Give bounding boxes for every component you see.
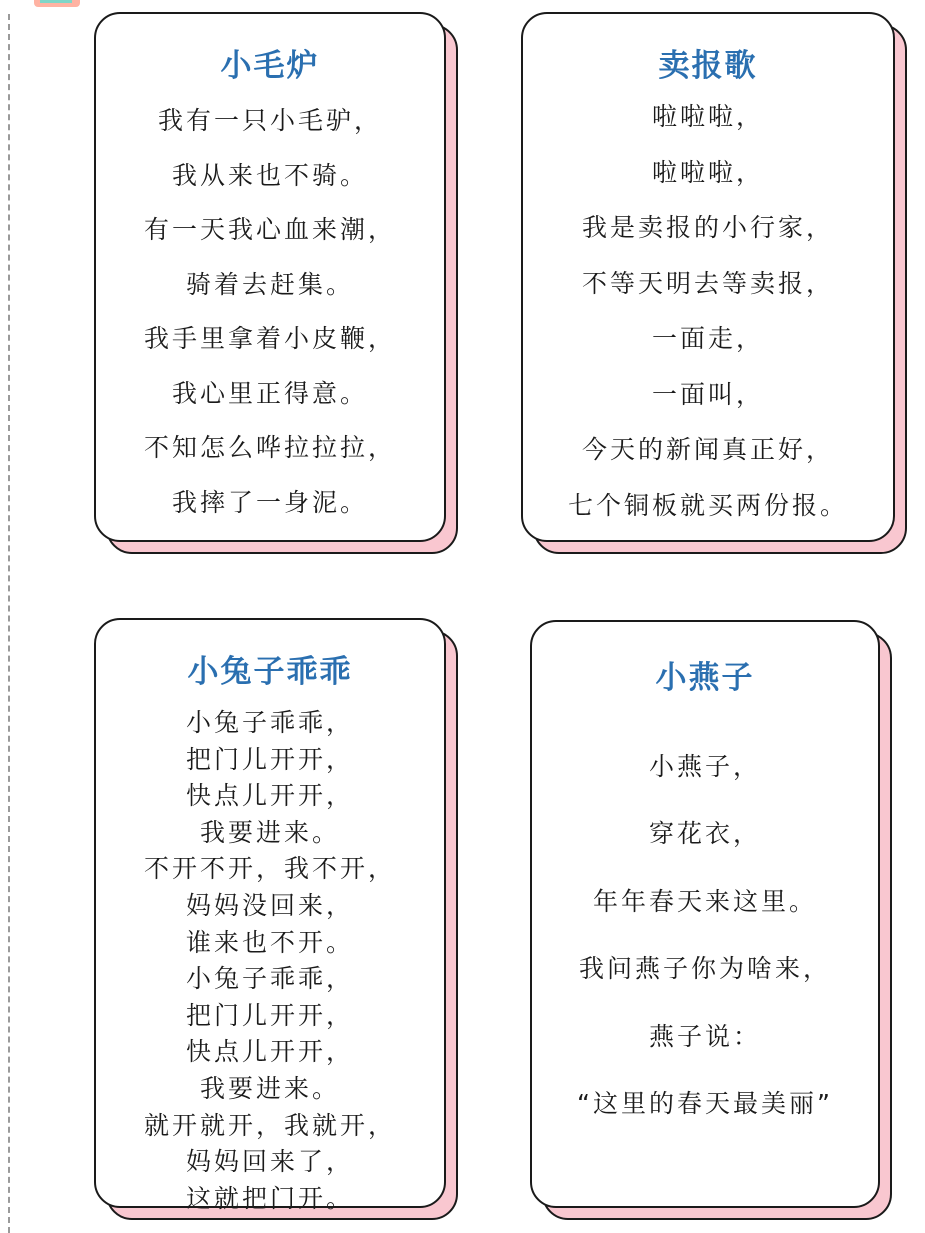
poem-line: 穿花衣， bbox=[648, 819, 761, 849]
poem-line: 妈妈没回来， bbox=[185, 890, 354, 920]
poem-card-little-rabbit bbox=[94, 618, 446, 1213]
poem-title: 小兔子乖乖 bbox=[187, 654, 353, 690]
poem-line: 我手里拿着小皮鞭， bbox=[143, 324, 396, 353]
poem-line: 小兔子乖乖， bbox=[185, 708, 354, 737]
poem-line: 啦啦啦， bbox=[651, 157, 764, 187]
poem-line: 小燕子， bbox=[648, 752, 761, 781]
poem-line: 骑着去赶集。 bbox=[185, 269, 354, 299]
poem-title: 小燕子 bbox=[655, 660, 755, 696]
card-body bbox=[94, 12, 446, 542]
poem-title: 小毛炉 bbox=[220, 48, 320, 84]
poem-lines bbox=[96, 705, 444, 1217]
poem-title: 卖报歌 bbox=[658, 48, 758, 84]
poem-line: 就开就开，我就开， bbox=[143, 1110, 396, 1140]
poem-line: 我要进来。 bbox=[199, 1073, 340, 1103]
poem-line: 七个铜板就买两份报。 bbox=[567, 490, 848, 520]
poem-line: 小兔子乖乖， bbox=[185, 964, 354, 994]
card-body bbox=[94, 618, 446, 1213]
poem-card-newspaper-song bbox=[521, 12, 895, 542]
poem-lines bbox=[523, 89, 893, 533]
poem-lines bbox=[96, 94, 444, 530]
poem-line: 快点儿开开， bbox=[185, 1037, 354, 1067]
corner-decoration bbox=[34, 0, 80, 7]
poem-line: 今天的新闻真正好， bbox=[581, 435, 834, 464]
poem-card-little-donkey bbox=[94, 12, 446, 542]
poem-line: 把门儿开开， bbox=[185, 1000, 354, 1030]
poem-line: “这里的春天最美丽” bbox=[577, 1088, 833, 1118]
poem-line: 我摔了一身泥。 bbox=[171, 487, 368, 517]
poem-line: 年年春天来这里。 bbox=[592, 886, 817, 916]
poem-line: 快点儿开开， bbox=[185, 781, 354, 811]
poem-line: 我问燕子你为啥来， bbox=[578, 954, 831, 984]
dashed-divider bbox=[8, 14, 10, 1233]
poem-line: 把门儿开开， bbox=[185, 744, 354, 774]
poem-line: 有一天我心血来潮， bbox=[143, 215, 396, 244]
poem-line: 不开不开，我不开， bbox=[143, 854, 396, 884]
poem-line: 我从来也不骑。 bbox=[171, 160, 368, 190]
poem-line: 燕子说： bbox=[648, 1021, 761, 1051]
card-body bbox=[530, 620, 880, 1208]
poem-line: 我是卖报的小行家， bbox=[581, 213, 834, 242]
poem-line: 啦啦啦， bbox=[651, 102, 764, 131]
poem-line: 一面叫， bbox=[651, 379, 764, 409]
poem-line: 不知怎么哗拉拉拉， bbox=[143, 433, 396, 462]
card-body bbox=[521, 12, 895, 542]
poem-line: 不等天明去等卖报， bbox=[581, 268, 834, 298]
poem-line: 一面走， bbox=[651, 324, 764, 353]
poem-line: 这就把门开。 bbox=[185, 1183, 354, 1213]
poem-line: 谁来也不开。 bbox=[185, 927, 354, 957]
poem-line: 妈妈回来了， bbox=[185, 1147, 354, 1177]
poem-line: 我有一只小毛驴， bbox=[157, 106, 382, 135]
poem-line: 我心里正得意。 bbox=[171, 378, 368, 408]
poem-card-little-swallow bbox=[530, 620, 880, 1208]
poem-line: 我要进来。 bbox=[199, 817, 340, 847]
poem-lines bbox=[532, 733, 878, 1137]
